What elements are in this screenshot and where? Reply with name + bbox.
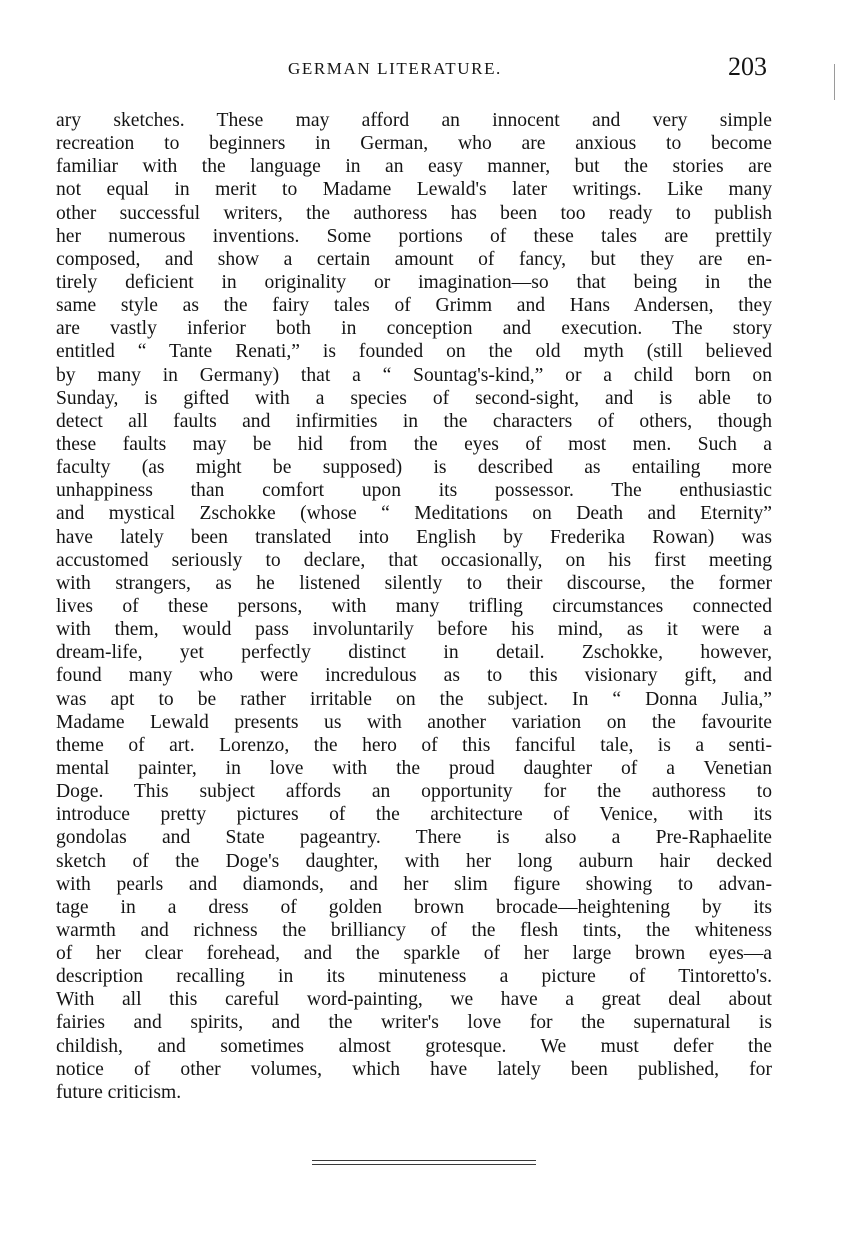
page-number: 203	[728, 52, 767, 81]
text-line: tage in a dress of golden brown brocade—heightening by its	[56, 896, 772, 918]
text-line: and mystical Zschokke (whose “ Meditations on Death and Eternity”	[56, 503, 772, 525]
text-line: have lately been translated into English by Frederika Rowan) was	[56, 526, 772, 548]
text-line: description recalling in its minuteness a picture of Tintoretto's.	[56, 966, 772, 988]
running-head	[0, 52, 846, 92]
text-line: found many who were incredulous as to this visionary gift, and	[56, 665, 772, 687]
text-line: was apt to be rather irritable on the subject. In “ Donna Julia,”	[56, 688, 772, 710]
text-line: not equal in merit to Madame Lewald's later writings. Like many	[56, 179, 772, 201]
text-line: introduce pretty pictures of the architecture of Venice, with its	[56, 804, 772, 826]
body-text	[56, 109, 772, 1104]
end-rule-line	[312, 1160, 536, 1161]
text-line: future criticism.	[56, 1081, 182, 1103]
text-line: unhappiness than comfort upon its possessor. The enthusiastic	[56, 480, 772, 502]
text-line: warmth and richness the brilliancy of the flesh tints, the whiteness	[56, 919, 772, 941]
text-line: are vastly inferior both in conception and execution. The story	[56, 318, 772, 340]
end-rule-line	[312, 1164, 536, 1165]
text-line: same style as the fairy tales of Grimm and Hans Andersen, they	[56, 295, 772, 317]
end-rule	[312, 1160, 536, 1166]
text-line: other successful writers, the authoress has been too ready to publish	[56, 202, 772, 224]
text-line: detect all faults and infirmities in the characters of others, though	[56, 410, 772, 432]
text-line: with them, would pass involuntarily before his mind, as it were a	[56, 619, 772, 641]
text-line: of her clear forehead, and the sparkle of her large brown eyes—a	[56, 943, 772, 965]
text-line: Madame Lewald presents us with another variation on the favourite	[56, 711, 772, 733]
text-line: Sunday, is gifted with a species of second-sight, and is able to	[56, 387, 772, 409]
text-line: these faults may be hid from the eyes of most men. Such a	[56, 433, 772, 455]
text-line: with strangers, as he listened silently to their discourse, the former	[56, 572, 772, 594]
margin-rule	[834, 64, 835, 100]
text-line: faculty (as might be supposed) is described as entailing more	[56, 457, 772, 479]
text-line: composed, and show a certain amount of fancy, but they are en-	[56, 248, 772, 270]
text-line: With all this careful word-painting, we have a great deal about	[56, 989, 772, 1011]
running-title: GERMAN LITERATURE.	[288, 59, 502, 78]
text-line: lives of these persons, with many trifling circumstances connected	[56, 595, 772, 617]
text-line: ary sketches. These may afford an innocent and very simple	[56, 110, 772, 131]
text-line: dream-life, yet perfectly distinct in detail. Zschokke, however,	[56, 642, 772, 664]
text-line: recreation to beginners in German, who are anxious to become	[56, 133, 772, 155]
text-line: tirely deficient in originality or imagination—so that being in the	[56, 271, 772, 293]
text-line: fairies and spirits, and the writer's love for the supernatural is	[56, 1012, 772, 1034]
text-line: by many in Germany) that a “ Sountag's-kind,” or a child born on	[56, 364, 772, 386]
text-line: mental painter, in love with the proud daughter of a Venetian	[56, 757, 772, 779]
text-line: entitled “ Tante Renati,” is founded on the old myth (still believed	[56, 341, 772, 363]
text-line: notice of other volumes, which have lately been published, for	[56, 1058, 772, 1080]
text-line: her numerous inventions. Some portions of these tales are prettily	[56, 225, 772, 247]
text-line: Doge. This subject affords an opportunity for the authoress to	[56, 781, 772, 803]
text-line: childish, and sometimes almost grotesque. We must defer the	[56, 1035, 772, 1057]
text-line: sketch of the Doge's daughter, with her long auburn hair decked	[56, 850, 772, 872]
text-line: theme of art. Lorenzo, the hero of this fanciful tale, is a senti-	[56, 734, 772, 756]
text-line: gondolas and State pageantry. There is also a Pre-Raphaelite	[56, 827, 772, 849]
text-line: accustomed seriously to declare, that occasionally, on his first meeting	[56, 549, 772, 571]
text-line: with pearls and diamonds, and her slim figure showing to advan-	[56, 873, 772, 895]
text-line: familiar with the language in an easy manner, but the stories are	[56, 156, 772, 178]
